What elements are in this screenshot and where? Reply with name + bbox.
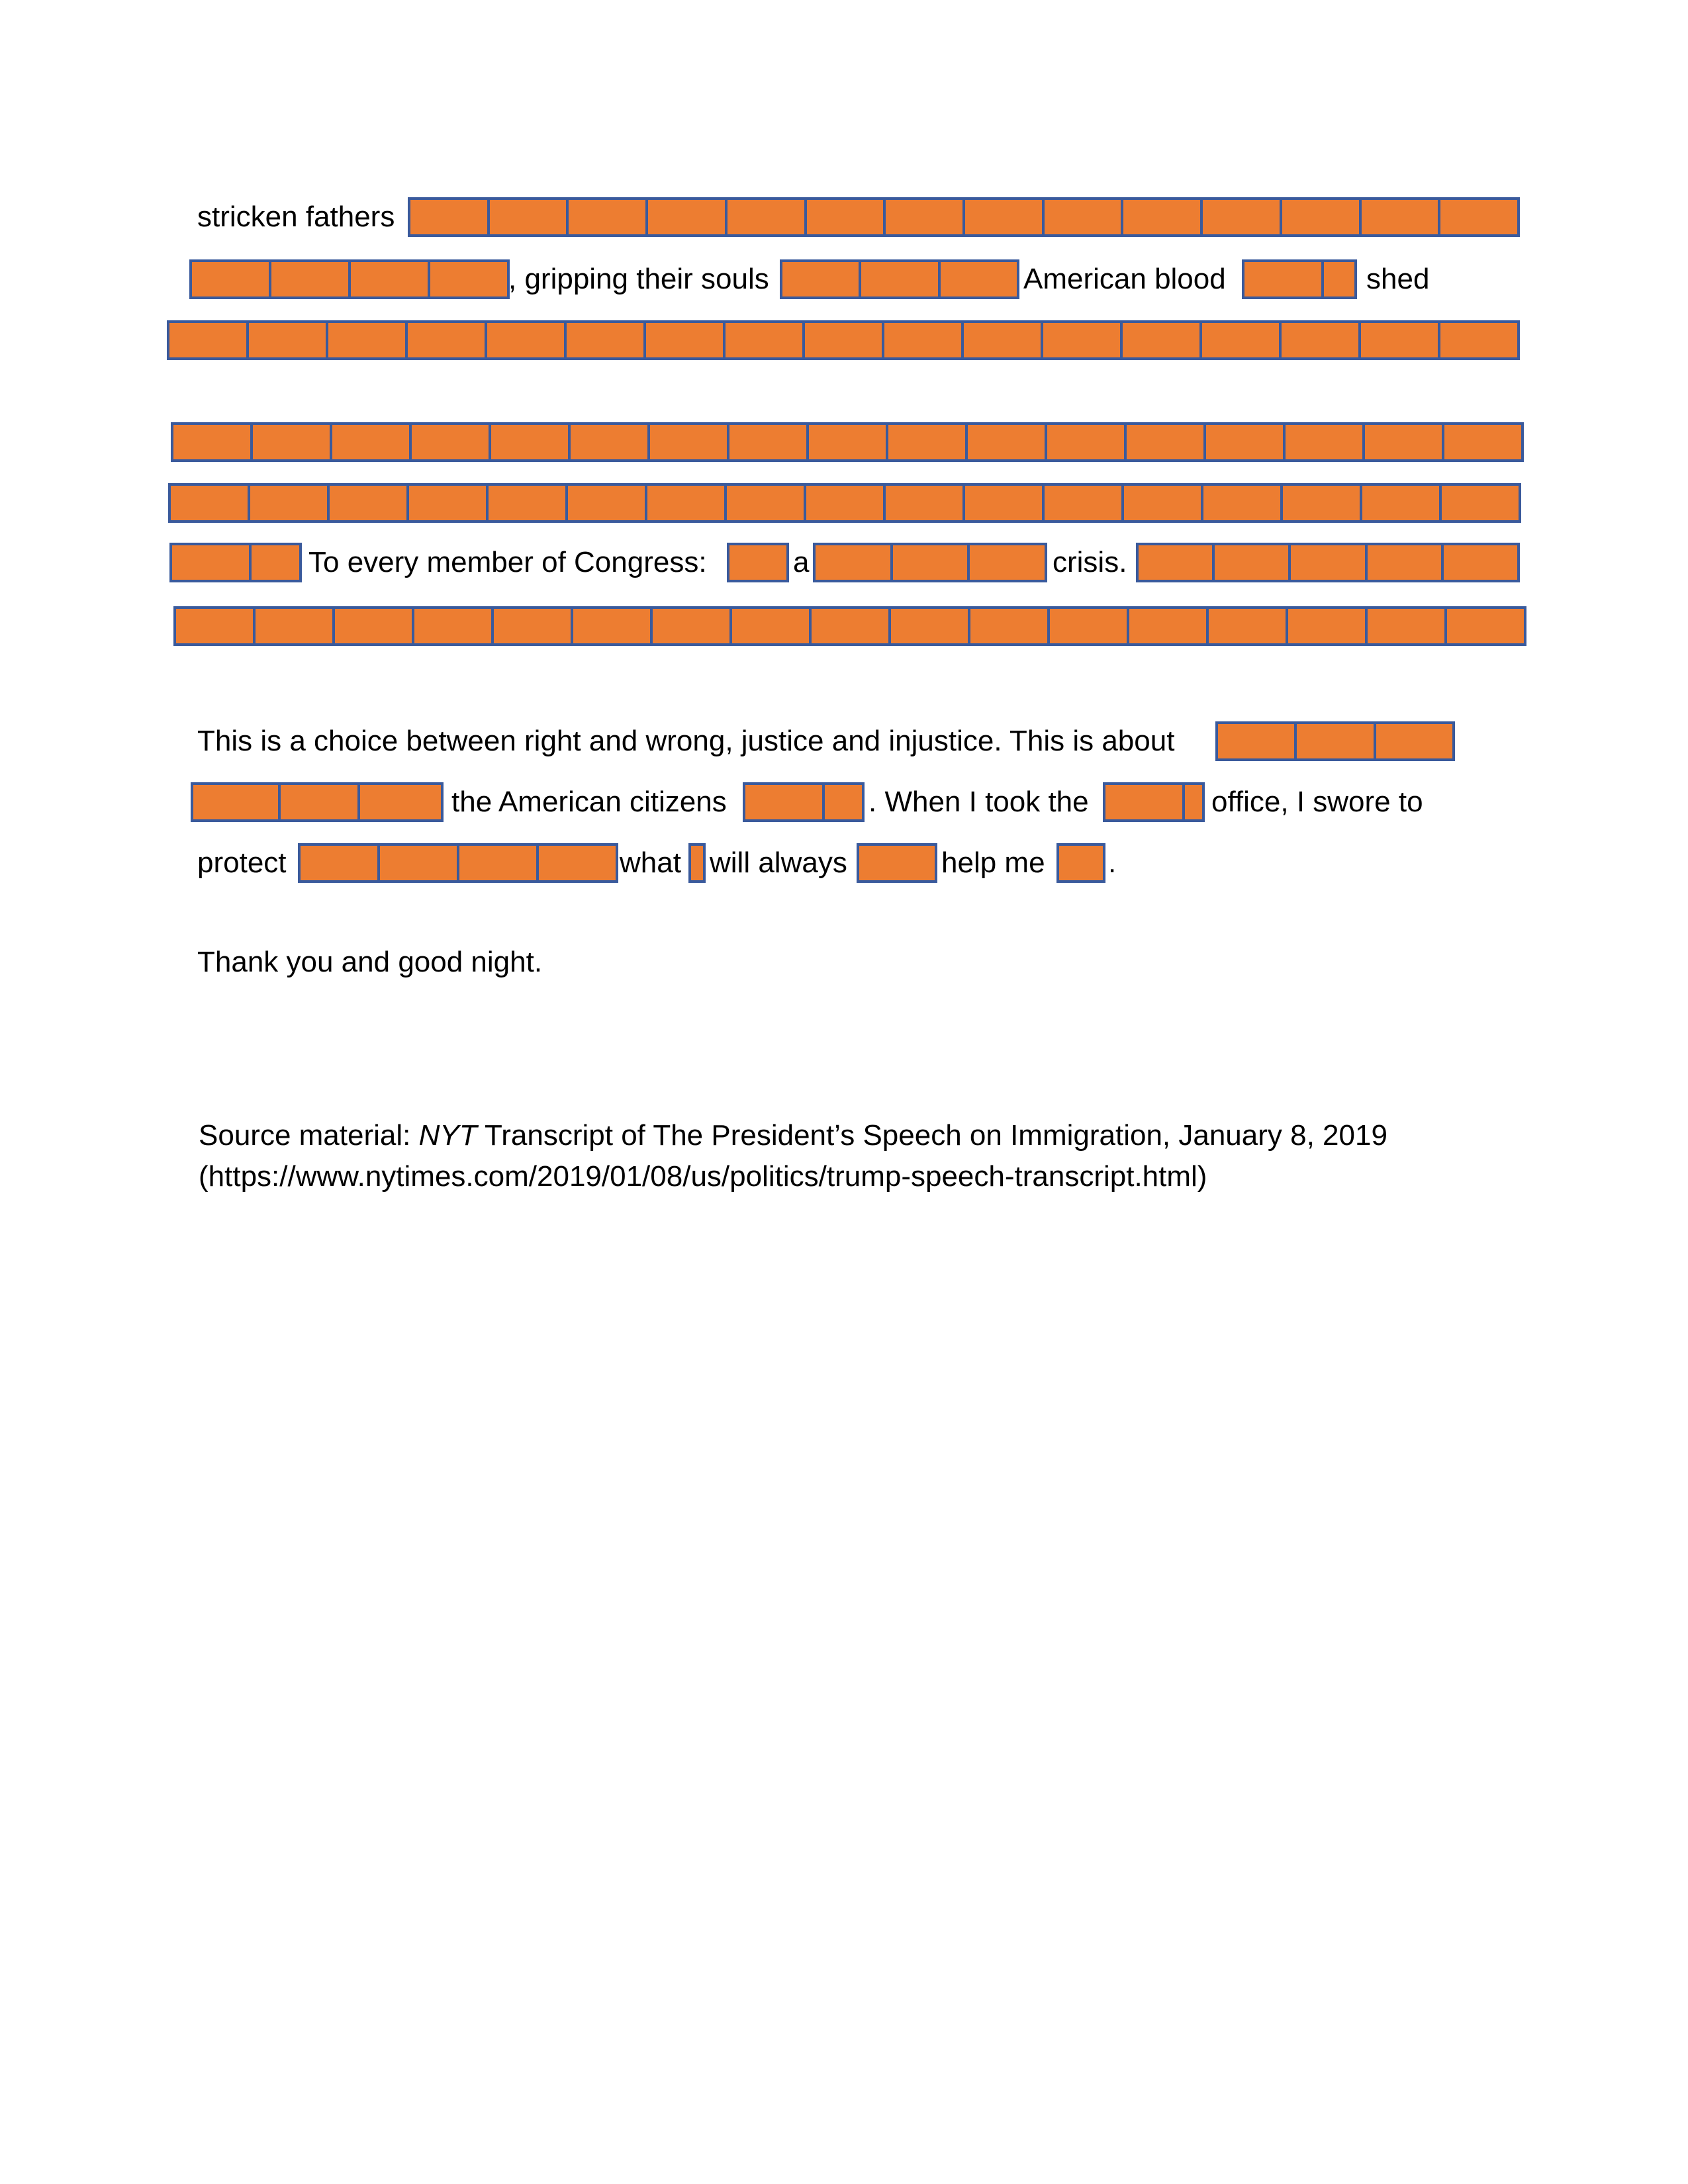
redaction-brick bbox=[168, 483, 250, 523]
redaction-brick bbox=[1362, 422, 1444, 462]
redaction-brick bbox=[253, 606, 335, 646]
redaction-brick bbox=[645, 197, 727, 237]
text-fragment: . When I took the bbox=[868, 786, 1089, 818]
redaction-brick bbox=[961, 320, 1043, 360]
redaction-bar bbox=[171, 422, 1524, 462]
redaction-brick bbox=[409, 422, 491, 462]
redaction-brick bbox=[1358, 320, 1440, 360]
redaction-brick bbox=[169, 543, 252, 582]
redaction-brick bbox=[250, 422, 332, 462]
redaction-bar bbox=[191, 782, 449, 822]
redaction-brick bbox=[802, 320, 884, 360]
redaction-brick bbox=[486, 483, 568, 523]
para2-line-3 bbox=[0, 843, 1688, 883]
redaction-brick bbox=[643, 320, 726, 360]
redaction-brick bbox=[780, 259, 861, 299]
text-fragment: the American citizens bbox=[451, 786, 727, 818]
text-fragment: . bbox=[1108, 846, 1117, 879]
redaction-brick bbox=[412, 606, 494, 646]
para2-line-2 bbox=[0, 782, 1688, 822]
redaction-brick bbox=[1280, 483, 1362, 523]
redaction-brick bbox=[377, 843, 459, 883]
redaction-brick bbox=[1120, 320, 1202, 360]
redaction-brick bbox=[822, 782, 865, 822]
poem-line-3 bbox=[0, 320, 1688, 360]
source-line-1 bbox=[199, 1115, 1387, 1156]
redaction-brick bbox=[1442, 422, 1524, 462]
redaction-brick bbox=[173, 606, 256, 646]
redaction-brick bbox=[645, 483, 727, 523]
text-fragment: This is a choice between right and wrong, justice and injustice. This is about bbox=[197, 725, 1175, 757]
redaction-bar bbox=[688, 843, 706, 883]
redaction-brick bbox=[1215, 721, 1297, 761]
redaction-brick bbox=[1136, 543, 1215, 582]
redaction-brick bbox=[1199, 320, 1282, 360]
redaction-brick bbox=[269, 259, 351, 299]
redaction-brick bbox=[1360, 483, 1442, 523]
redaction-bar bbox=[1103, 782, 1207, 822]
redaction-brick bbox=[1041, 320, 1123, 360]
redaction-brick bbox=[809, 606, 891, 646]
redaction-brick bbox=[1103, 782, 1185, 822]
redaction-brick bbox=[1201, 483, 1283, 523]
redaction-brick bbox=[1042, 483, 1124, 523]
redaction-brick bbox=[327, 483, 409, 523]
redaction-brick bbox=[1279, 320, 1361, 360]
redaction-brick bbox=[1047, 606, 1129, 646]
redaction-brick bbox=[723, 320, 805, 360]
redaction-brick bbox=[962, 197, 1045, 237]
redaction-brick bbox=[1441, 543, 1520, 582]
closing-line: Thank you and good night. bbox=[197, 946, 543, 978]
redaction-brick bbox=[888, 606, 970, 646]
redaction-bar bbox=[1056, 843, 1105, 883]
poem-line-6 bbox=[0, 543, 1688, 582]
poem-line-1 bbox=[0, 197, 1688, 237]
redaction-bar bbox=[1215, 721, 1455, 761]
redaction-brick bbox=[813, 543, 893, 582]
para2-line-1 bbox=[0, 721, 1688, 761]
text-fragment: what bbox=[620, 846, 681, 879]
redaction-bar bbox=[408, 197, 1520, 237]
redaction-brick bbox=[804, 483, 886, 523]
redaction-bar bbox=[298, 843, 618, 883]
redaction-brick bbox=[248, 483, 330, 523]
redaction-brick bbox=[1365, 543, 1444, 582]
redaction-bar bbox=[780, 259, 1019, 299]
redaction-brick bbox=[938, 259, 1019, 299]
redaction-brick bbox=[743, 782, 825, 822]
redaction-brick bbox=[727, 422, 809, 462]
redaction-bar bbox=[857, 843, 937, 883]
redaction-brick bbox=[428, 259, 510, 299]
redaction-brick bbox=[1438, 197, 1520, 237]
redaction-brick bbox=[688, 843, 706, 883]
redaction-brick bbox=[487, 197, 569, 237]
redaction-brick bbox=[278, 782, 360, 822]
poem-line-7 bbox=[0, 606, 1688, 646]
redaction-brick bbox=[298, 843, 380, 883]
text-fragment: To every member of Congress: bbox=[308, 546, 707, 578]
text-fragment: will always bbox=[710, 846, 847, 879]
text-fragment: office, I swore to bbox=[1211, 786, 1423, 818]
poem-line-5 bbox=[0, 483, 1688, 523]
redaction-brick bbox=[729, 606, 812, 646]
source-title: Transcript of The President’s Speech on Immigration, January 8, 2019 bbox=[477, 1119, 1387, 1152]
redaction-brick bbox=[886, 422, 968, 462]
redaction-brick bbox=[962, 483, 1045, 523]
redaction-bar bbox=[168, 483, 1521, 523]
redaction-brick bbox=[1438, 320, 1520, 360]
redaction-brick bbox=[968, 606, 1050, 646]
redaction-brick bbox=[1203, 422, 1286, 462]
source-citation bbox=[199, 1115, 1387, 1197]
text-fragment: a bbox=[793, 546, 810, 578]
redaction-brick bbox=[804, 197, 886, 237]
text-fragment: American blood bbox=[1023, 263, 1226, 295]
redaction-brick bbox=[485, 320, 567, 360]
redaction-brick bbox=[1280, 197, 1362, 237]
text-fragment: , gripping their souls bbox=[508, 263, 769, 295]
redaction-brick bbox=[489, 422, 571, 462]
redaction-brick bbox=[650, 606, 732, 646]
redaction-brick bbox=[724, 483, 806, 523]
redaction-brick bbox=[1242, 259, 1324, 299]
poem-line-2 bbox=[0, 259, 1688, 299]
redaction-brick bbox=[1121, 197, 1203, 237]
redaction-brick bbox=[647, 422, 729, 462]
redaction-bar bbox=[1242, 259, 1360, 299]
redaction-brick bbox=[1200, 197, 1282, 237]
source-url: (https://www.nytimes.com/2019/01/08/us/politics/trump-speech-transcript.html) bbox=[199, 1160, 1207, 1193]
redaction-brick bbox=[727, 543, 789, 582]
redaction-brick bbox=[1045, 422, 1127, 462]
redaction-brick bbox=[1286, 606, 1368, 646]
redaction-brick bbox=[806, 422, 888, 462]
redaction-brick bbox=[857, 843, 937, 883]
redaction-brick bbox=[1212, 543, 1291, 582]
redaction-bar bbox=[743, 782, 867, 822]
text-fragment: shed bbox=[1366, 263, 1430, 295]
redaction-brick bbox=[348, 259, 430, 299]
text-fragment: protect bbox=[197, 846, 287, 879]
redaction-brick bbox=[408, 197, 490, 237]
redaction-bar bbox=[169, 543, 305, 582]
redaction-brick bbox=[1283, 422, 1365, 462]
redaction-bar bbox=[727, 543, 789, 582]
redaction-brick bbox=[1124, 422, 1206, 462]
redaction-brick bbox=[491, 606, 573, 646]
redaction-brick bbox=[564, 320, 646, 360]
redaction-brick bbox=[566, 197, 648, 237]
redaction-brick bbox=[1121, 483, 1203, 523]
redaction-brick bbox=[1359, 197, 1441, 237]
text-fragment: help me bbox=[941, 846, 1045, 879]
redaction-brick bbox=[967, 543, 1047, 582]
redaction-brick bbox=[1374, 721, 1455, 761]
redaction-brick bbox=[457, 843, 539, 883]
poem-line-4 bbox=[0, 422, 1688, 462]
redaction-brick bbox=[725, 197, 807, 237]
redaction-brick bbox=[565, 483, 647, 523]
text-fragment: stricken fathers bbox=[197, 201, 395, 233]
redaction-bar bbox=[813, 543, 1047, 582]
redaction-brick bbox=[965, 422, 1047, 462]
redaction-brick bbox=[249, 543, 302, 582]
redaction-brick bbox=[1056, 843, 1105, 883]
redaction-brick bbox=[1288, 543, 1367, 582]
redaction-bar bbox=[167, 320, 1520, 360]
redaction-bar bbox=[173, 606, 1526, 646]
redaction-brick bbox=[882, 320, 964, 360]
redaction-brick bbox=[191, 782, 281, 822]
redaction-brick bbox=[1444, 606, 1526, 646]
redaction-brick bbox=[1042, 197, 1124, 237]
redaction-brick bbox=[1127, 606, 1209, 646]
redaction-brick bbox=[536, 843, 618, 883]
redaction-brick bbox=[330, 422, 412, 462]
redaction-brick bbox=[568, 422, 650, 462]
redaction-brick bbox=[1365, 606, 1447, 646]
redaction-brick bbox=[1206, 606, 1288, 646]
redaction-brick bbox=[332, 606, 414, 646]
redaction-brick bbox=[1294, 721, 1376, 761]
text-fragment: crisis. bbox=[1053, 546, 1127, 578]
redaction-brick bbox=[883, 483, 965, 523]
source-prefix: Source material: bbox=[199, 1119, 419, 1152]
redaction-bar bbox=[189, 259, 510, 299]
redaction-brick bbox=[246, 320, 328, 360]
redaction-brick bbox=[406, 483, 489, 523]
redaction-brick bbox=[357, 782, 444, 822]
redaction-brick bbox=[890, 543, 970, 582]
redaction-brick bbox=[1182, 782, 1205, 822]
source-italic: NYT bbox=[418, 1119, 477, 1152]
redaction-brick bbox=[167, 320, 249, 360]
redaction-brick bbox=[1321, 259, 1357, 299]
redaction-brick bbox=[1439, 483, 1521, 523]
redaction-brick bbox=[859, 259, 940, 299]
redaction-bar bbox=[1136, 543, 1520, 582]
redaction-brick bbox=[883, 197, 965, 237]
redaction-brick bbox=[171, 422, 253, 462]
redaction-brick bbox=[326, 320, 408, 360]
redaction-brick bbox=[405, 320, 487, 360]
redaction-brick bbox=[189, 259, 271, 299]
redaction-brick bbox=[571, 606, 653, 646]
